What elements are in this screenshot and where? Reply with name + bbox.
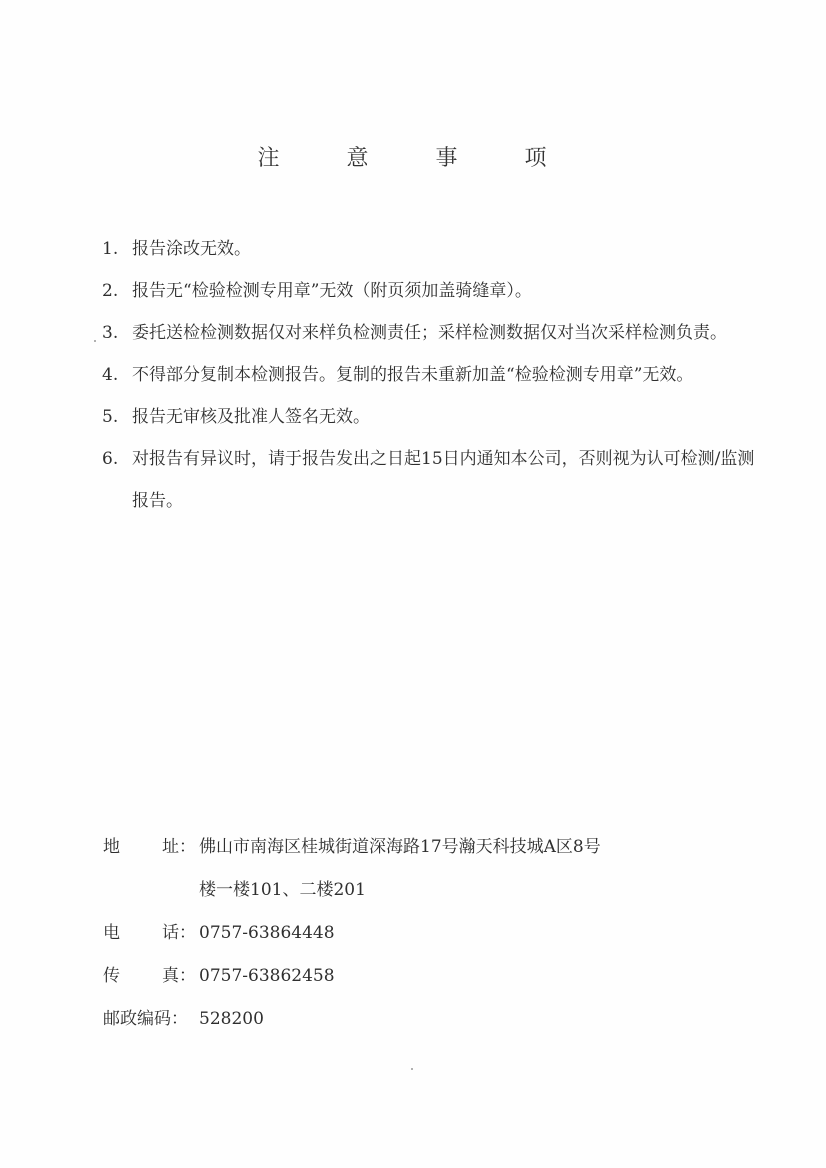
notice-item-4	[102, 354, 762, 396]
fax-row	[103, 955, 743, 998]
contact-block	[103, 826, 743, 1041]
postcode-value: 528200	[199, 1009, 264, 1029]
scan-speck	[94, 340, 96, 342]
notice-item-5	[102, 396, 762, 438]
fax-number: 0757-63862458	[199, 966, 335, 986]
scan-speck	[411, 1068, 413, 1070]
notice-text: 委托送检检测数据仅对来样负检测责任；采样检测数据仅对当次采样检测负责。	[132, 323, 727, 343]
phone-label-char: 电	[103, 923, 120, 943]
notice-text: 对报告有异议时，请于报告发出之日起15日内通知本公司，否则视为认可检测/监测报告。	[132, 449, 755, 511]
phone-number: 0757-63864448	[199, 923, 335, 943]
postcode-row	[103, 998, 743, 1041]
phone-row	[103, 912, 743, 955]
postcode-label: 邮政编码：	[103, 1009, 188, 1029]
notice-item-3	[102, 312, 762, 354]
notice-item-6	[102, 438, 762, 522]
notice-number: 3.	[102, 323, 119, 343]
address-label-char: 地	[103, 837, 120, 857]
notice-number: 1.	[102, 239, 119, 259]
page-title: 注 意 事 项	[257, 146, 577, 171]
address-label-char: 址：	[162, 837, 196, 857]
notice-text: 报告无审核及批准人签名无效。	[132, 407, 370, 427]
notice-number: 5.	[102, 407, 119, 427]
notice-list	[102, 228, 762, 522]
notice-number: 4.	[102, 365, 119, 385]
notice-text: 不得部分复制本检测报告。复制的报告未重新加盖“检验检测专用章”无效。	[132, 365, 694, 385]
notice-text: 报告涂改无效。	[132, 239, 251, 259]
notice-text: 报告无“检验检测专用章”无效（附页须加盖骑缝章）。	[132, 281, 532, 301]
address-row-continued	[103, 869, 743, 912]
fax-label-char: 真：	[162, 966, 196, 986]
notice-item-1	[102, 228, 762, 270]
notice-number: 6.	[102, 449, 119, 469]
address-row	[103, 826, 743, 869]
notice-item-2	[102, 270, 762, 312]
notice-number: 2.	[102, 281, 119, 301]
phone-label-char: 话：	[162, 923, 196, 943]
fax-label-char: 传	[103, 966, 120, 986]
address-line-2: 楼一楼101、二楼201	[199, 880, 366, 900]
address-line-1: 佛山市南海区桂城街道深海路17号瀚天科技城A区8号	[199, 837, 601, 857]
